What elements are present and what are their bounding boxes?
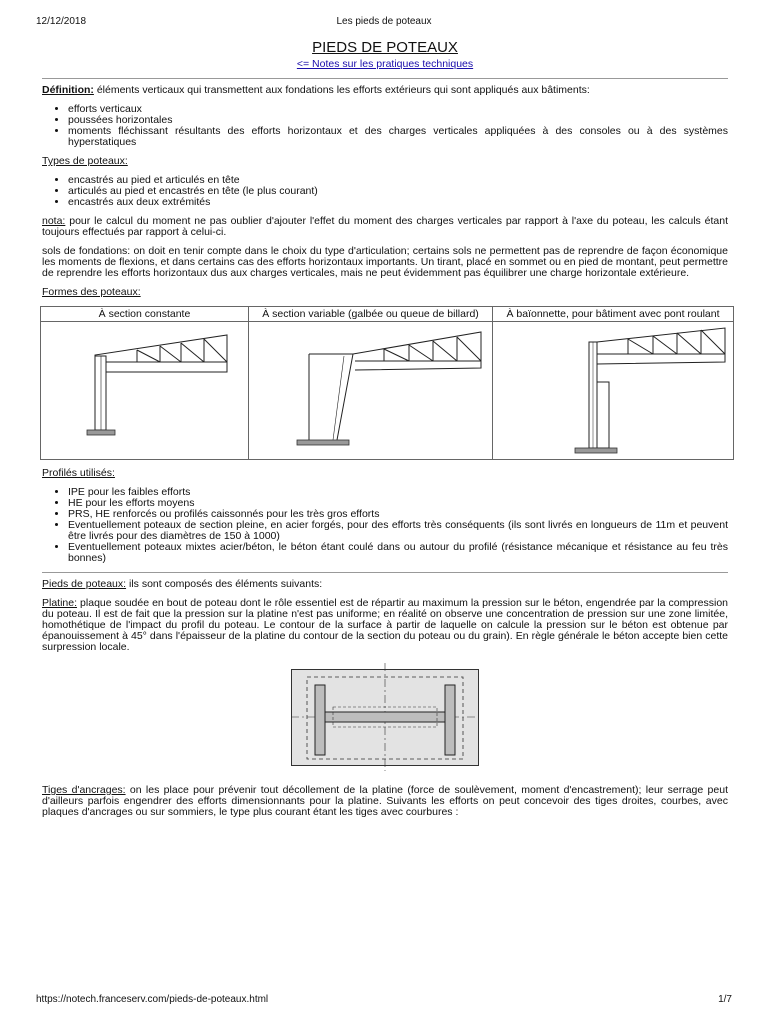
figure-baionnette (493, 322, 734, 460)
list-item: • encastrés au pied et articulés en tête (68, 175, 728, 186)
nota-text: pour le calcul du moment ne pas oublier d'ajouter l'effet du moment des charges verticales par rapport à l'axe du poteau, les calculs étant toujours effectués par rapport à celui-ci. (42, 215, 728, 238)
tiges-label: Tiges d'ancrages: (42, 784, 126, 796)
list-item: • encastrés aux deux extrémités (68, 197, 728, 208)
list-item: • PRS, HE renforcés ou profilés caissonnés pour les très gros efforts (68, 509, 728, 520)
divider (42, 572, 728, 573)
page-number: 1/7 (718, 994, 732, 1005)
pieds-paragraph (42, 579, 728, 590)
pieds-text: ils sont composés des éléments suivants: (126, 578, 323, 590)
back-link[interactable]: <= Notes sur les pratiques techniques (296, 58, 474, 70)
types-heading: Types de poteaux: (42, 155, 128, 167)
platine-figure (42, 663, 728, 771)
definition-list (42, 104, 728, 148)
nota-label: nota: (42, 215, 66, 227)
formes-header-variable: À section variable (galbée ou queue de billard) (249, 307, 493, 322)
definition-label: Définition: (42, 84, 94, 96)
types-list (42, 175, 728, 208)
column-constant-drawing (41, 322, 248, 456)
sols-paragraph: sols de fondations: on doit en tenir compte dans le choix du type d'articulation; certains sols ne permettent pas de reprendre de façon économique les moments de flexions, et dans certains cas des efforts horizontaux importants. Un tirant, placé en sommet ou en pied de montant, peut permettre de reprendre les efforts horizontaux dus aux charges verticales, mais ne peut évidemment pas équilibrer une charge horizontale extérieure. (42, 245, 728, 279)
column-variable-drawing (249, 322, 492, 456)
base-plate-drawing (291, 663, 479, 771)
divider (42, 78, 728, 79)
list-item: • efforts verticaux (68, 104, 728, 115)
profiles-list (42, 487, 728, 564)
platine-paragraph (42, 598, 728, 653)
list-item: • Eventuellement poteaux mixtes acier/béton, le béton étant coulé dans ou autour du profilé (résistance mécanique et résistance au feu très bonnes) (68, 542, 728, 564)
tiges-text: on les place pour prévenir tout décollement de la platine (force de soulèvement, moment d'encastrement); leur serrage peut d'ailleurs parfois engendrer des efforts dimensionnants pour la platine. Suivants les efforts on peut concevoir des tiges droites, courbes, avec plaques d'ancrages ou sur sommiers, le type plus courant étant les tiges avec courbures : (42, 784, 728, 818)
column-bayonet-drawing (493, 322, 733, 456)
nota-paragraph (42, 216, 728, 238)
formes-table (40, 306, 734, 460)
list-item: • poussées horizontales (68, 115, 728, 126)
platine-label: Platine: (42, 597, 78, 609)
pieds-label: Pieds de poteaux: (42, 578, 127, 590)
page-title: PIEDS DE POTEAUX (312, 39, 458, 56)
list-item: • moments fléchissant résultants des efforts horizontaux et des charges verticales appliquées à des consoles ou à des systèmes hyperstatiques (68, 126, 728, 148)
definition-paragraph (42, 85, 728, 96)
print-title: Les pieds de poteaux (336, 16, 432, 27)
figure-section-constante (41, 322, 249, 460)
profiles-heading: Profilés utilisés: (42, 467, 115, 479)
figure-section-variable (249, 322, 493, 460)
document-body (42, 38, 728, 826)
print-date: 12/12/2018 (36, 16, 87, 27)
list-item: • Eventuellement poteaux de section pleine, en acier forgés, pour des efforts très conséquents (ils sont livrés en longueurs de 11m et peuvent être livrés pour des diamètres de 150 à 1000) (68, 520, 728, 542)
formes-heading: Formes des poteaux: (42, 286, 141, 298)
formes-header-baionnette: À baïonnette, pour bâtiment avec pont roulant (493, 307, 734, 322)
definition-text: éléments verticaux qui transmettent aux fondations les efforts extérieurs qui sont appliqués aux bâtiments: (93, 84, 590, 96)
print-header (36, 16, 732, 30)
tiges-paragraph (42, 785, 728, 818)
footer-url: https://notech.franceserv.com/pieds-de-poteaux.html (36, 994, 269, 1005)
formes-header-constante: À section constante (41, 307, 249, 322)
list-item: • IPE pour les faibles efforts (68, 487, 728, 498)
list-item: • HE pour les efforts moyens (68, 498, 728, 509)
platine-text: plaque soudée en bout de poteau dont le rôle essentiel est de répartir au maximum la pression sur le béton, engendrée par la compression du poteau. Il est de fait que la pression sur la platine n'est pas uniforme; en réalité on observe une concentration de pression sur une zone limitée, homothétique de l'impact du profil du poteau. Le contour de la surface à partir de laquelle on calcule la pression sur le béton est obtenue par épanouissement à 45° dans l'épaisseur de la platine du contour de la section du poteau ou du grain). En règle générale le béton accepte bien cette surpression locale. (42, 597, 728, 653)
list-item: • articulés au pied et encastrés en tête (le plus courant) (68, 186, 728, 197)
